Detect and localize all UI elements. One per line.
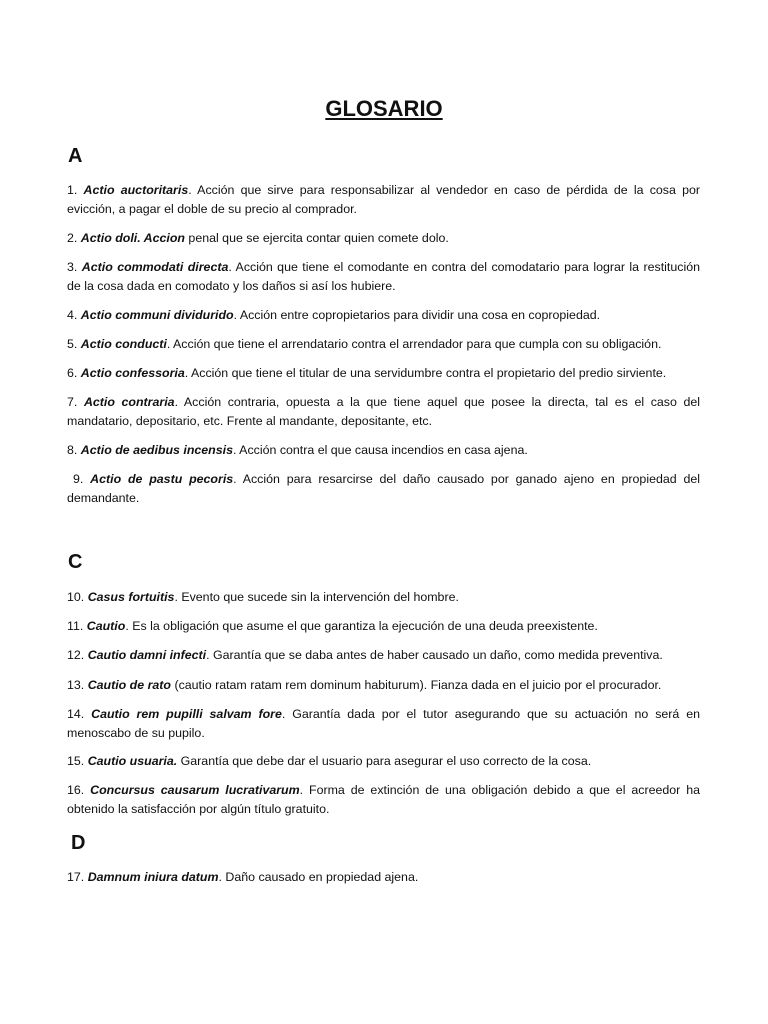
entry-term: Concursus causarum lucrativarum — [90, 783, 300, 797]
glossary-entry-2: 2. Actio doli. Accion penal que se ejercita contar quien comete dolo. — [67, 231, 449, 245]
glossary-entry-14: 14. Cautio rem pupilli salvam fore. Garantía dada por el tutor asegurando que su actuación no será en menoscabo de su pupilo. — [67, 707, 700, 740]
glossary-entry-5: 5. Actio conducti. Acción que tiene el arrendatario contra el arrendador para que cumpla con su obligación. — [67, 337, 662, 351]
section-letter-a: A — [68, 145, 83, 167]
glossary-entry-11: 11. Cautio. Es la obligación que asume el que garantiza la ejecución de una deuda preexistente. — [67, 619, 598, 633]
entry-term: Cautio rem pupilli salvam fore — [91, 707, 282, 721]
glossary-entry-9: 9. Actio de pastu pecoris. Acción para resarcirse del daño causado por ganado ajeno en propiedad del demandante. — [67, 472, 700, 505]
glossary-entry-6: 6. Actio confessoria. Acción que tiene el titular de una servidumbre contra el propietario del predio sirviente. — [67, 366, 667, 380]
entry-term: Actio contraria — [83, 395, 175, 409]
glossary-entry-15: 15. Cautio usuaria. Garantía que debe dar el usuario para asegurar el uso correcto de la cosa. — [67, 754, 592, 768]
entry-term: Damnum iniura datum — [87, 870, 219, 884]
entry-term: Actio communi dividurido — [80, 308, 234, 322]
entry-term: Cautio usuaria. — [87, 754, 178, 768]
entry-term: Actio confessoria — [80, 366, 185, 380]
entry-term: Actio conducti — [80, 337, 167, 351]
entry-term: Actio auctoritaris — [83, 183, 189, 197]
entry-term: Casus fortuitis — [87, 590, 175, 604]
entry-term: Cautio — [86, 619, 126, 633]
glossary-entry-17: 17. Damnum iniura datum. Daño causado en propiedad ajena. — [67, 870, 419, 884]
glossary-entry-1: 1. Actio auctoritaris. Acción que sirve para responsabilizar al vendedor en caso de pérdida de la cosa por evicción, a pagar el doble de su precio al comprador. — [67, 183, 700, 216]
glossary-entry-4: 4. Actio communi dividurido. Acción entre copropietarios para dividir una cosa en copropiedad. — [67, 308, 601, 322]
glossary-entry-7: 7. Actio contraria. Acción contraria, opuesta a la que tiene aquel que posee la directa, tal es el caso del mandatario, depositario, etc. Frente al mandante, depositante, etc. — [67, 395, 701, 428]
glossary-entry-13: 13. Cautio de rato (cautio ratam ratam rem dominum habiturum). Fianza dada en el juicio por el procurador. — [67, 678, 662, 692]
page-title: GLOSARIO — [325, 96, 443, 121]
entry-term: Actio doli. Accion — [80, 231, 185, 245]
section-letter-d: D — [71, 832, 86, 854]
entry-term: Actio de pastu pecoris — [90, 472, 234, 486]
section-letter-c: C — [68, 551, 83, 573]
entry-term: Actio de aedibus incensis — [80, 443, 233, 457]
entry-term: Cautio damni infecti — [87, 648, 207, 662]
entry-term: Actio commodati directa — [81, 260, 229, 274]
glossary-entry-3: 3. Actio commodati directa. Acción que tiene el comodante en contra del comodatario para lograr la restitución de la cosa dada en comodato y los daños si así los hubiere. — [67, 260, 700, 293]
glossary-entry-12: 12. Cautio damni infecti. Garantía que se daba antes de haber causado un daño, como medida preventiva. — [67, 648, 663, 662]
glossary-entry-8: 8. Actio de aedibus incensis. Acción contra el que causa incendios en casa ajena. — [67, 443, 528, 457]
glossary-entry-10: 10. Casus fortuitis. Evento que sucede sin la intervención del hombre. — [67, 590, 459, 604]
glossary-entry-16: 16. Concursus causarum lucrativarum. Forma de extinción de una obligación debido a que el acreedor ha obtenido la satisfacción por algún título gratuito. — [67, 783, 700, 816]
entry-term: Cautio de rato — [87, 678, 171, 692]
